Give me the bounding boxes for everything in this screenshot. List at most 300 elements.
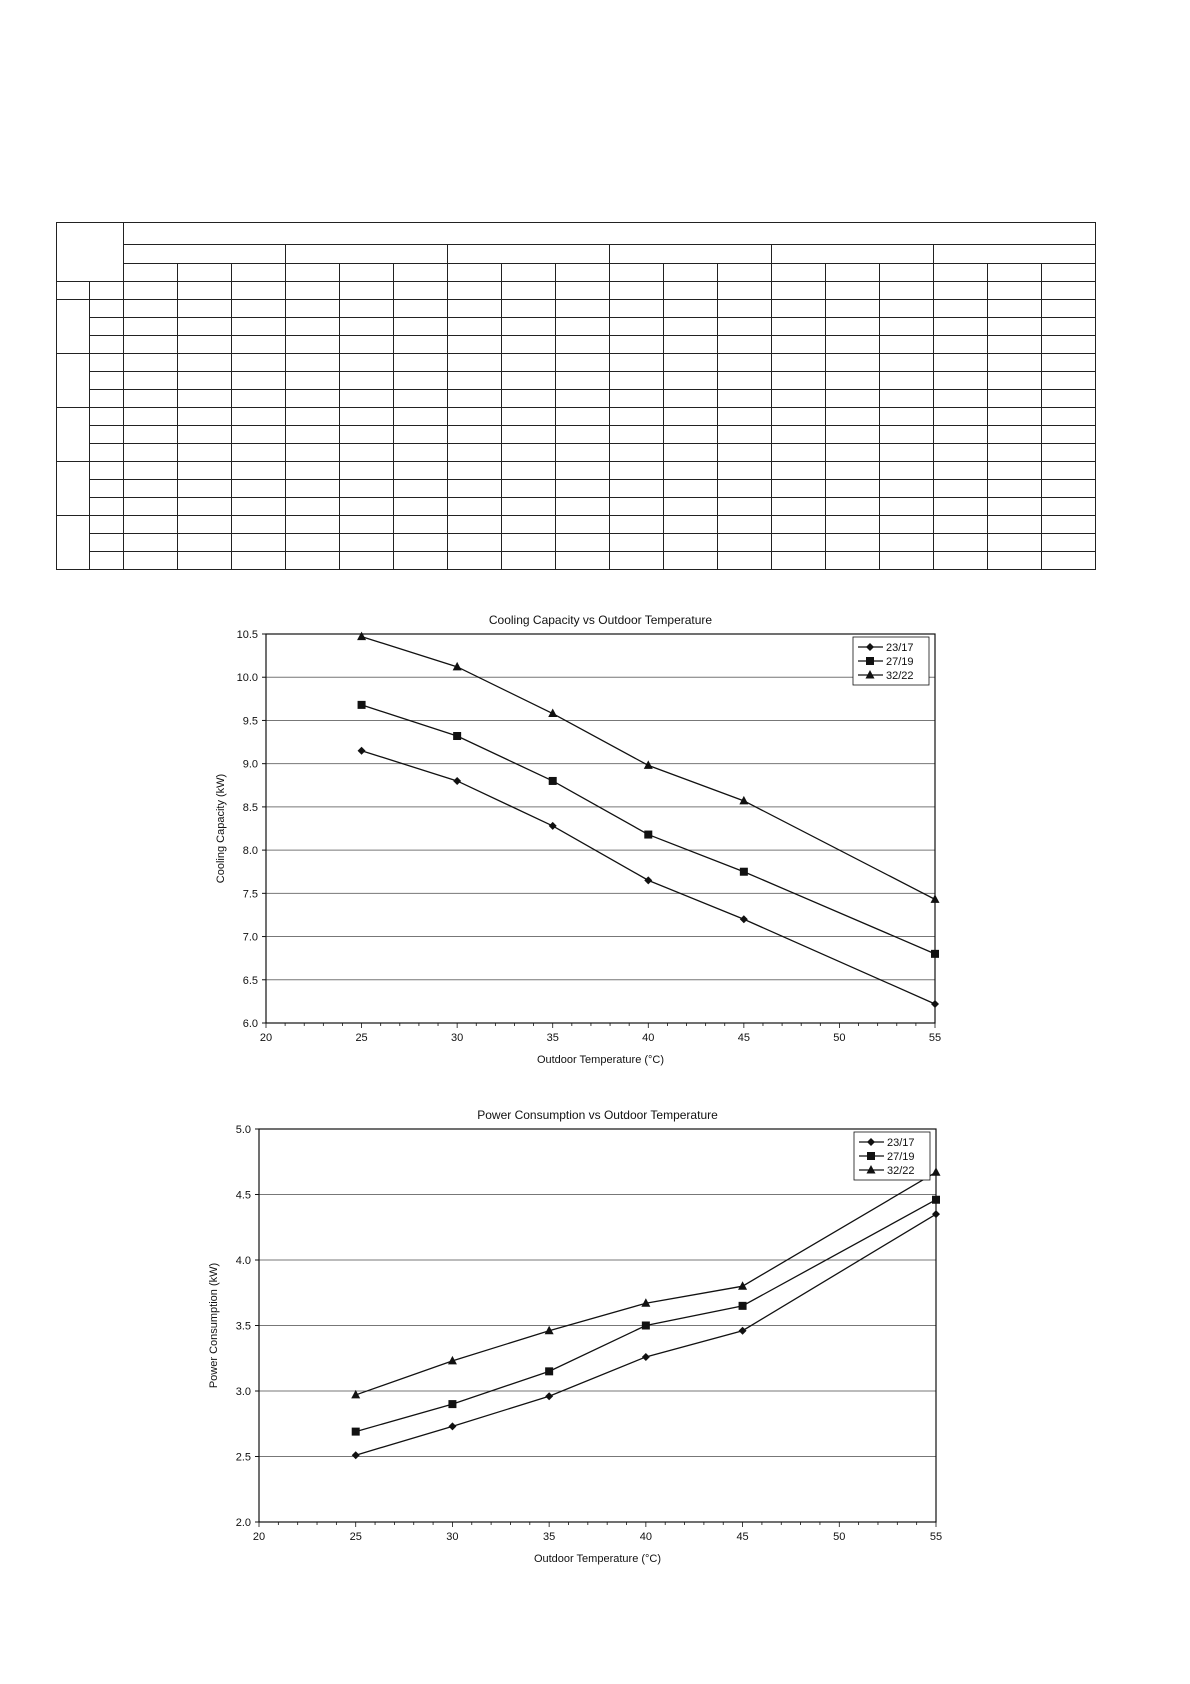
table-cell bbox=[772, 444, 826, 462]
data-point-diamond bbox=[642, 1353, 650, 1361]
table-cell bbox=[232, 300, 286, 318]
table-cell bbox=[232, 426, 286, 444]
table-row bbox=[57, 300, 1096, 318]
table-cell bbox=[394, 498, 448, 516]
table-cell bbox=[340, 444, 394, 462]
series-32-22 bbox=[357, 632, 939, 903]
table-cell bbox=[124, 354, 178, 372]
x-tick-label: 30 bbox=[446, 1531, 459, 1543]
table-cell bbox=[772, 426, 826, 444]
table-cell bbox=[502, 300, 556, 318]
table-cell bbox=[286, 300, 340, 318]
table-cell bbox=[394, 300, 448, 318]
table-cell bbox=[880, 354, 934, 372]
table-cell bbox=[286, 408, 340, 426]
table-cell bbox=[772, 336, 826, 354]
table-cell bbox=[448, 462, 502, 480]
table-cell bbox=[826, 426, 880, 444]
table-cell bbox=[880, 498, 934, 516]
legend-item: 32/22 bbox=[887, 1165, 915, 1177]
table-cell bbox=[340, 498, 394, 516]
data-point-diamond bbox=[932, 1210, 940, 1218]
table-cell bbox=[718, 462, 772, 480]
table-cell bbox=[772, 408, 826, 426]
table-cell bbox=[610, 552, 664, 570]
table-cell bbox=[772, 534, 826, 552]
table-cell bbox=[664, 390, 718, 408]
table-cell bbox=[826, 552, 880, 570]
table-cell bbox=[394, 516, 448, 534]
table-cell bbox=[178, 390, 232, 408]
table-cell bbox=[178, 516, 232, 534]
table-cell bbox=[448, 408, 502, 426]
table-cell bbox=[934, 516, 988, 534]
table-subheader bbox=[394, 264, 448, 282]
data-point-square bbox=[352, 1428, 360, 1436]
table-cell bbox=[448, 498, 502, 516]
table-cell bbox=[826, 300, 880, 318]
y-tick-label: 8.5 bbox=[242, 801, 258, 814]
table-cell bbox=[340, 300, 394, 318]
table-cell bbox=[90, 552, 124, 570]
table-cell bbox=[610, 516, 664, 534]
chart-title: Cooling Capacity vs Outdoor Temperature bbox=[488, 613, 713, 627]
table-cell bbox=[394, 354, 448, 372]
table-cell bbox=[718, 390, 772, 408]
plot-area bbox=[266, 634, 935, 1023]
table-cell bbox=[1042, 462, 1096, 480]
table-cell bbox=[664, 408, 718, 426]
series-line bbox=[356, 1172, 936, 1395]
table-cell bbox=[394, 534, 448, 552]
table-cell bbox=[124, 426, 178, 444]
table-cell bbox=[772, 354, 826, 372]
table-cell bbox=[232, 444, 286, 462]
table-row bbox=[57, 372, 1096, 390]
table-cell bbox=[718, 516, 772, 534]
power-consumption-chart bbox=[0, 1104, 1190, 1574]
table-cell bbox=[340, 426, 394, 444]
series-23-17 bbox=[352, 1210, 940, 1459]
data-point-diamond bbox=[931, 1000, 939, 1008]
table-cell bbox=[934, 498, 988, 516]
table-cell bbox=[1042, 444, 1096, 462]
legend-item: 27/19 bbox=[886, 656, 914, 668]
data-point-diamond bbox=[453, 777, 461, 785]
table-subheader bbox=[610, 264, 664, 282]
table-cell bbox=[90, 318, 124, 336]
table-row bbox=[57, 480, 1096, 498]
data-point-diamond bbox=[358, 747, 366, 755]
y-tick-label: 4.0 bbox=[235, 1255, 251, 1267]
table-cell bbox=[826, 498, 880, 516]
table-row bbox=[57, 516, 1096, 534]
table-cell bbox=[448, 552, 502, 570]
table-cell bbox=[232, 516, 286, 534]
table-cell bbox=[124, 552, 178, 570]
table-cell bbox=[988, 336, 1042, 354]
data-point-diamond bbox=[644, 876, 652, 884]
table-row bbox=[57, 498, 1096, 516]
x-tick-label: 20 bbox=[259, 1032, 273, 1044]
table-cell bbox=[718, 498, 772, 516]
table-cell bbox=[826, 408, 880, 426]
table-cell bbox=[1042, 318, 1096, 336]
table-cell bbox=[772, 282, 826, 300]
legend-item: 27/19 bbox=[887, 1151, 915, 1163]
y-tick-label: 10.0 bbox=[236, 672, 258, 685]
table-cell bbox=[502, 516, 556, 534]
table-group-header bbox=[610, 245, 772, 264]
table-cell bbox=[772, 300, 826, 318]
table-cell bbox=[934, 336, 988, 354]
table-cell bbox=[90, 498, 124, 516]
table-cell bbox=[394, 408, 448, 426]
table-cell bbox=[502, 462, 556, 480]
table-group-label bbox=[57, 354, 90, 408]
table-cell bbox=[1042, 516, 1096, 534]
table-cell bbox=[124, 444, 178, 462]
table-cell bbox=[988, 444, 1042, 462]
table-subheader bbox=[772, 264, 826, 282]
table-cell bbox=[502, 480, 556, 498]
table-cell bbox=[448, 354, 502, 372]
table-subheader bbox=[232, 264, 286, 282]
table-cell bbox=[448, 372, 502, 390]
table-cell bbox=[394, 552, 448, 570]
table-row bbox=[57, 408, 1096, 426]
legend bbox=[854, 1132, 930, 1180]
table-cell bbox=[880, 390, 934, 408]
table-cell bbox=[90, 282, 124, 300]
table-cell bbox=[610, 462, 664, 480]
table-cell bbox=[178, 336, 232, 354]
table-cell bbox=[178, 552, 232, 570]
data-point-square bbox=[739, 1302, 747, 1310]
table-cell bbox=[556, 372, 610, 390]
data-point-triangle bbox=[738, 1281, 747, 1290]
table-cell bbox=[988, 354, 1042, 372]
table-cell bbox=[394, 282, 448, 300]
table-row bbox=[57, 462, 1096, 480]
table-cell bbox=[124, 498, 178, 516]
table-cell bbox=[556, 534, 610, 552]
table-cell bbox=[178, 408, 232, 426]
series-32-22 bbox=[351, 1167, 940, 1398]
table-cell bbox=[340, 462, 394, 480]
table-cell bbox=[448, 336, 502, 354]
data-point-diamond bbox=[549, 822, 557, 830]
table-cell bbox=[556, 444, 610, 462]
y-tick-label: 6.0 bbox=[242, 1018, 258, 1030]
table-cell bbox=[1042, 336, 1096, 354]
table-cell bbox=[502, 426, 556, 444]
table-cell bbox=[772, 498, 826, 516]
table-cell bbox=[610, 282, 664, 300]
table-cell bbox=[772, 516, 826, 534]
table-cell bbox=[718, 372, 772, 390]
x-tick-label: 40 bbox=[639, 1531, 652, 1543]
table-cell bbox=[340, 318, 394, 336]
table-cell bbox=[1042, 390, 1096, 408]
table-cell bbox=[934, 318, 988, 336]
table-header-cell bbox=[124, 223, 1096, 245]
table-cell bbox=[232, 318, 286, 336]
table-cell bbox=[90, 300, 124, 318]
table-cell bbox=[286, 390, 340, 408]
table-row bbox=[57, 264, 1096, 282]
table-cell bbox=[502, 444, 556, 462]
table-cell bbox=[826, 516, 880, 534]
table-cell bbox=[664, 480, 718, 498]
x-tick-label: 45 bbox=[737, 1032, 750, 1044]
table-cell bbox=[502, 534, 556, 552]
table-cell bbox=[880, 444, 934, 462]
y-tick-label: 5.0 bbox=[235, 1124, 251, 1136]
x-tick-label: 25 bbox=[355, 1032, 368, 1044]
x-tick-label: 50 bbox=[833, 1531, 846, 1543]
table-cell bbox=[232, 372, 286, 390]
legend-item: 23/17 bbox=[887, 1137, 915, 1149]
table-cell bbox=[718, 282, 772, 300]
table-cell bbox=[232, 462, 286, 480]
table-cell bbox=[934, 354, 988, 372]
table-cell bbox=[340, 516, 394, 534]
table-cell bbox=[178, 318, 232, 336]
table-subheader bbox=[556, 264, 610, 282]
table-row bbox=[57, 245, 1096, 264]
table-cell bbox=[556, 480, 610, 498]
table-cell bbox=[556, 336, 610, 354]
table-cell bbox=[556, 516, 610, 534]
table-cell bbox=[826, 318, 880, 336]
table-cell bbox=[718, 354, 772, 372]
table-cell bbox=[772, 480, 826, 498]
table-cell bbox=[1042, 426, 1096, 444]
y-tick-label: 2.0 bbox=[235, 1517, 251, 1529]
table-cell bbox=[934, 552, 988, 570]
table-cell bbox=[90, 516, 124, 534]
table-cell bbox=[232, 336, 286, 354]
table-cell bbox=[772, 552, 826, 570]
table-cell bbox=[232, 408, 286, 426]
table-cell bbox=[880, 462, 934, 480]
table-cell bbox=[340, 282, 394, 300]
table-cell bbox=[556, 318, 610, 336]
x-tick-label: 25 bbox=[349, 1531, 362, 1543]
table-cell bbox=[880, 552, 934, 570]
table-cell bbox=[934, 390, 988, 408]
table-cell bbox=[178, 462, 232, 480]
table-cell bbox=[718, 444, 772, 462]
table-cell bbox=[124, 390, 178, 408]
x-tick-label: 55 bbox=[929, 1531, 943, 1543]
table-cell bbox=[610, 300, 664, 318]
data-point-square bbox=[453, 732, 461, 740]
table-cell bbox=[90, 426, 124, 444]
table-cell bbox=[178, 354, 232, 372]
table-cell bbox=[57, 282, 90, 300]
table-cell bbox=[340, 408, 394, 426]
table-cell bbox=[880, 300, 934, 318]
series-23-17 bbox=[358, 747, 939, 1008]
table-cell bbox=[394, 462, 448, 480]
x-tick-label: 45 bbox=[736, 1531, 749, 1543]
table-cell bbox=[340, 534, 394, 552]
table-cell bbox=[718, 552, 772, 570]
table-cell bbox=[826, 444, 880, 462]
table-cell bbox=[1042, 534, 1096, 552]
table-subheader bbox=[124, 264, 178, 282]
data-point-square bbox=[448, 1400, 456, 1408]
x-tick-label: 35 bbox=[546, 1032, 559, 1044]
table-cell bbox=[448, 282, 502, 300]
table-cell bbox=[124, 372, 178, 390]
table-cell bbox=[232, 390, 286, 408]
table-cell bbox=[340, 354, 394, 372]
table-cell bbox=[988, 462, 1042, 480]
table-cell bbox=[826, 534, 880, 552]
data-point-square bbox=[932, 1196, 940, 1204]
table-cell bbox=[90, 336, 124, 354]
table-cell bbox=[664, 444, 718, 462]
table-cell bbox=[340, 480, 394, 498]
table-cell bbox=[340, 336, 394, 354]
table-cell bbox=[1042, 498, 1096, 516]
series-27-19 bbox=[358, 701, 939, 958]
table-cell bbox=[232, 498, 286, 516]
table-cell bbox=[556, 390, 610, 408]
table-cell bbox=[502, 354, 556, 372]
table-cell bbox=[448, 426, 502, 444]
y-axis-label: Power Consumption (kW) bbox=[208, 1262, 220, 1389]
table-cell bbox=[880, 408, 934, 426]
x-tick-label: 55 bbox=[928, 1032, 942, 1044]
table-cell bbox=[502, 282, 556, 300]
table-cell bbox=[772, 390, 826, 408]
y-tick-label: 7.5 bbox=[242, 888, 258, 901]
data-point-triangle bbox=[932, 1167, 941, 1176]
table-group-header bbox=[448, 245, 610, 264]
table-corner-cell bbox=[57, 223, 124, 282]
table-cell bbox=[502, 552, 556, 570]
table-cell bbox=[394, 336, 448, 354]
data-point-square bbox=[867, 1152, 875, 1160]
y-tick-label: 9.5 bbox=[242, 715, 258, 728]
table-cell bbox=[664, 498, 718, 516]
table-cell bbox=[988, 390, 1042, 408]
x-tick-label: 30 bbox=[451, 1032, 464, 1044]
table-cell bbox=[610, 354, 664, 372]
table-cell bbox=[556, 462, 610, 480]
table-cell bbox=[286, 480, 340, 498]
table-group-header bbox=[124, 245, 286, 264]
chart-title: Power Consumption vs Outdoor Temperature bbox=[477, 1108, 718, 1122]
y-tick-label: 3.5 bbox=[235, 1320, 251, 1333]
table-cell bbox=[826, 462, 880, 480]
table-cell bbox=[988, 282, 1042, 300]
table-cell bbox=[934, 300, 988, 318]
table-cell bbox=[718, 408, 772, 426]
table-cell bbox=[394, 318, 448, 336]
series-line bbox=[356, 1200, 936, 1432]
table-row bbox=[57, 282, 1096, 300]
table-cell bbox=[178, 426, 232, 444]
table-cell bbox=[178, 498, 232, 516]
table-cell bbox=[124, 336, 178, 354]
table-cell bbox=[556, 354, 610, 372]
table-cell bbox=[556, 282, 610, 300]
table-cell bbox=[1042, 354, 1096, 372]
table-cell bbox=[880, 318, 934, 336]
table-cell bbox=[502, 336, 556, 354]
table-cell bbox=[178, 300, 232, 318]
table-cell bbox=[124, 480, 178, 498]
table-subheader bbox=[178, 264, 232, 282]
table-cell bbox=[90, 462, 124, 480]
data-point-square bbox=[866, 657, 874, 665]
table-cell bbox=[502, 318, 556, 336]
table-cell bbox=[286, 372, 340, 390]
table-cell bbox=[610, 318, 664, 336]
data-point-diamond bbox=[352, 1451, 360, 1459]
table-row bbox=[57, 534, 1096, 552]
table-group-header bbox=[772, 245, 934, 264]
table-cell bbox=[124, 462, 178, 480]
table-cell bbox=[718, 336, 772, 354]
table-cell bbox=[664, 282, 718, 300]
table-group-label bbox=[57, 300, 90, 354]
table-cell bbox=[988, 372, 1042, 390]
table-cell bbox=[90, 444, 124, 462]
y-axis-label: Cooling Capacity (kW) bbox=[215, 773, 227, 884]
data-point-square bbox=[358, 701, 366, 709]
table-group-header bbox=[934, 245, 1096, 264]
table-row bbox=[57, 426, 1096, 444]
table-cell bbox=[502, 390, 556, 408]
table-cell bbox=[232, 552, 286, 570]
table-cell bbox=[988, 480, 1042, 498]
table-cell bbox=[988, 498, 1042, 516]
table-cell bbox=[286, 534, 340, 552]
table-cell bbox=[880, 516, 934, 534]
x-tick-label: 20 bbox=[252, 1531, 266, 1543]
table-cell bbox=[286, 498, 340, 516]
table-cell bbox=[394, 372, 448, 390]
table-cell bbox=[988, 408, 1042, 426]
table-cell bbox=[610, 408, 664, 426]
x-tick-label: 35 bbox=[543, 1531, 556, 1543]
table-cell bbox=[664, 426, 718, 444]
table-cell bbox=[826, 390, 880, 408]
table-cell bbox=[988, 516, 1042, 534]
table-cell bbox=[286, 462, 340, 480]
table-row bbox=[57, 318, 1096, 336]
table-cell bbox=[394, 390, 448, 408]
table-cell bbox=[664, 354, 718, 372]
table-cell bbox=[718, 426, 772, 444]
table-cell bbox=[90, 480, 124, 498]
y-tick-label: 9.0 bbox=[242, 758, 258, 771]
table-cell bbox=[880, 336, 934, 354]
table-cell bbox=[178, 534, 232, 552]
table-cell bbox=[934, 282, 988, 300]
data-point-triangle bbox=[931, 894, 940, 903]
table-cell bbox=[880, 480, 934, 498]
table-row bbox=[57, 336, 1096, 354]
table-cell bbox=[664, 462, 718, 480]
table-subheader bbox=[718, 264, 772, 282]
